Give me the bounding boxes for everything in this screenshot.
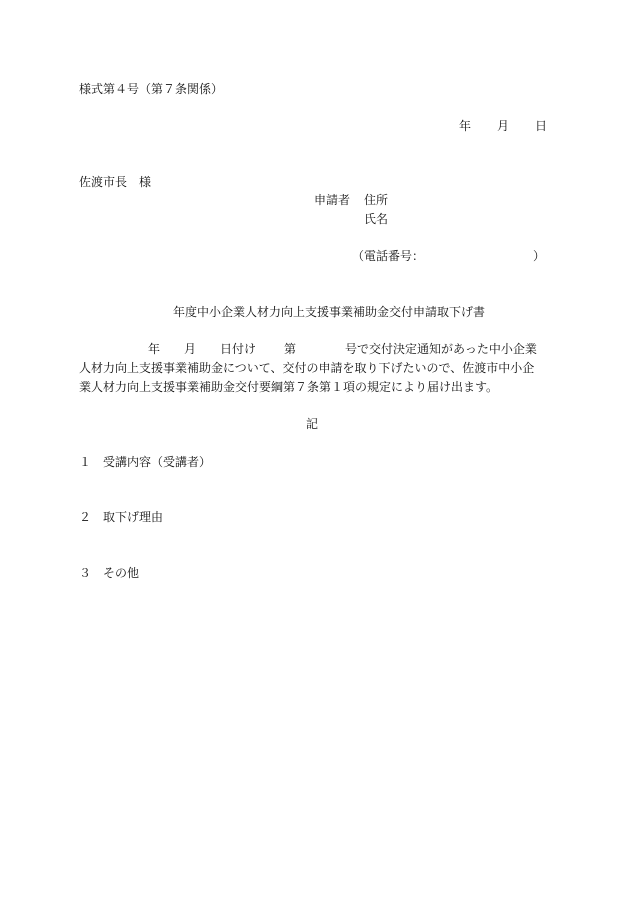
- form-number: 様式第４号（第７条関係）: [79, 82, 224, 96]
- document-title: 年度中小企業人材力向上支援事業補助金交付申請取下げ書: [173, 305, 486, 319]
- item-3-label: その他: [103, 566, 140, 580]
- item-1-label: 受講内容（受講者）: [103, 455, 212, 469]
- phone-open: （電話番号：: [352, 249, 425, 263]
- body-year: 年: [148, 342, 161, 356]
- body-dai: 第: [284, 342, 297, 356]
- item-1-number: １: [79, 455, 92, 469]
- body-line1-rest: 号で交付決定通知があった中小企業: [345, 342, 537, 356]
- item-2-label: 取下げ理由: [103, 510, 164, 524]
- name-label: 氏名: [364, 212, 389, 226]
- date-year-label: 年: [459, 119, 472, 133]
- ki-heading: 記: [306, 417, 319, 431]
- address-label: 住所: [364, 193, 389, 207]
- applicant-label: 申請者: [314, 193, 351, 207]
- date-day-label: 日: [535, 119, 548, 133]
- item-2-number: ２: [79, 510, 92, 524]
- item-3-number: ３: [79, 566, 92, 580]
- phone-close: ）: [533, 249, 546, 263]
- body-line2: 人材力向上支援事業補助金について、交付の申請を取り下げたいので、佐渡市中小企: [79, 361, 535, 375]
- addressee: 佐渡市長 様: [79, 175, 152, 189]
- body-line3: 業人材力向上支援事業補助金交付要綱第７条第１項の規定により届け出ます。: [79, 380, 499, 394]
- body-dated: 日付け: [220, 342, 257, 356]
- date-month-label: 月: [497, 119, 510, 133]
- body-month: 月: [184, 342, 197, 356]
